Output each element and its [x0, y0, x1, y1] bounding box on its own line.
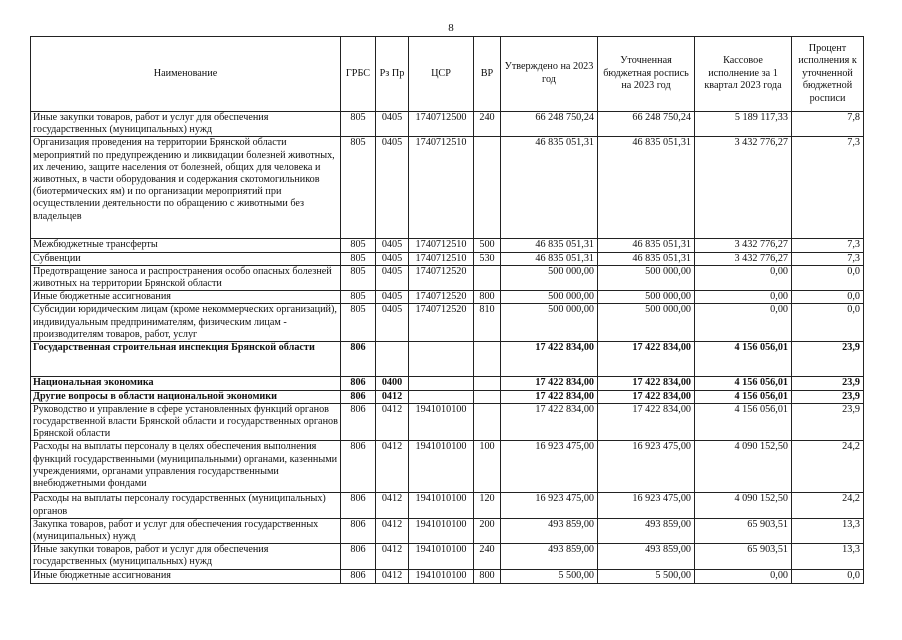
cell-grbs: 805: [341, 239, 376, 252]
table-row: [31, 239, 864, 252]
cell-grbs: 806: [341, 493, 376, 518]
cell-refined: 500 000,00: [598, 265, 695, 290]
cell-vr: 120: [474, 493, 501, 518]
cell-grbs: 806: [341, 518, 376, 543]
cell-refined: 16 923 475,00: [598, 441, 695, 493]
cell-percent: 7,3: [792, 137, 864, 239]
cell-approved: 46 835 051,31: [501, 239, 598, 252]
cell-cash: 4 090 152,50: [695, 441, 792, 493]
header-vr: ВР: [474, 37, 501, 112]
cell-approved: 16 923 475,00: [501, 441, 598, 493]
cell-grbs: 805: [341, 304, 376, 342]
cell-csr: 1740712510: [409, 252, 474, 265]
cell-vr: 800: [474, 291, 501, 304]
table-row: [31, 569, 864, 583]
cell-name: Предотвращение заноса и распространения особо опасных болезней животных на территории Брянской области: [31, 265, 341, 290]
cell-grbs: 805: [341, 291, 376, 304]
cell-name: Закупка товаров, работ и услуг для обеспечения государственных (муниципальных) нужд: [31, 518, 341, 543]
cell-percent: 23,9: [792, 390, 864, 403]
cell-csr: 1740712520: [409, 291, 474, 304]
cell-grbs: 806: [341, 403, 376, 441]
cell-name: Расходы на выплаты персоналу государственных (муниципальных) органов: [31, 493, 341, 518]
table-row: [31, 137, 864, 239]
cell-name: Иные бюджетные ассигнования: [31, 569, 341, 583]
cell-rzpr: 0412: [376, 403, 409, 441]
cell-percent: 7,3: [792, 239, 864, 252]
cell-approved: 46 835 051,31: [501, 252, 598, 265]
cell-csr: 1740712510: [409, 239, 474, 252]
cell-rzpr: 0405: [376, 252, 409, 265]
cell-csr: 1941010100: [409, 544, 474, 569]
table-row: [31, 390, 864, 403]
cell-csr: 1941010100: [409, 441, 474, 493]
cell-approved: 500 000,00: [501, 291, 598, 304]
cell-refined: 17 422 834,00: [598, 403, 695, 441]
cell-rzpr: 0412: [376, 390, 409, 403]
cell-vr: 100: [474, 441, 501, 493]
cell-vr: [474, 265, 501, 290]
cell-csr: 1740712500: [409, 112, 474, 137]
cell-name: Иные закупки товаров, работ и услуг для обеспечения государственных (муниципальных) нужд: [31, 544, 341, 569]
cell-vr: 200: [474, 518, 501, 543]
cell-percent: 0,0: [792, 265, 864, 290]
cell-grbs: 805: [341, 112, 376, 137]
cell-percent: 13,3: [792, 518, 864, 543]
cell-refined: 493 859,00: [598, 518, 695, 543]
cell-cash: 0,00: [695, 569, 792, 583]
cell-rzpr: [376, 342, 409, 377]
header-cash: Кассовое исполнение за 1 квартал 2023 года: [695, 37, 792, 112]
cell-cash: 65 903,51: [695, 544, 792, 569]
table-body: [31, 112, 864, 584]
cell-percent: 0,0: [792, 304, 864, 342]
cell-percent: 7,8: [792, 112, 864, 137]
cell-refined: 46 835 051,31: [598, 239, 695, 252]
cell-approved: 17 422 834,00: [501, 377, 598, 390]
cell-grbs: 806: [341, 441, 376, 493]
cell-cash: 4 156 056,01: [695, 390, 792, 403]
cell-vr: [474, 137, 501, 239]
header-rzpr: Рз Пр: [376, 37, 409, 112]
cell-percent: 13,3: [792, 544, 864, 569]
cell-cash: 3 432 776,27: [695, 239, 792, 252]
cell-refined: 493 859,00: [598, 544, 695, 569]
cell-refined: 17 422 834,00: [598, 377, 695, 390]
cell-grbs: 805: [341, 137, 376, 239]
header-approved: Утверждено на 2023 год: [501, 37, 598, 112]
cell-cash: 3 432 776,27: [695, 137, 792, 239]
header-refined: Уточненная бюджетная роспись на 2023 год: [598, 37, 695, 112]
table-row: [31, 544, 864, 569]
cell-csr: 1941010100: [409, 493, 474, 518]
cell-csr: 1941010100: [409, 569, 474, 583]
table-row: [31, 377, 864, 390]
cell-rzpr: 0405: [376, 239, 409, 252]
cell-refined: 66 248 750,24: [598, 112, 695, 137]
table-row: [31, 493, 864, 518]
cell-csr: 1740712510: [409, 137, 474, 239]
cell-refined: 46 835 051,31: [598, 137, 695, 239]
cell-rzpr: 0405: [376, 137, 409, 239]
cell-name: Организация проведения на территории Брянской области мероприятий по предупреждению и ликвидации болезней животных, их лечению, защите населения от болезней, общих для человека и животных, в части оборудования и содержания скотомогильников (биотермических ям) и по организации мероприятий при осуществлении деятельности по обращению с животными без владельцев: [31, 137, 341, 239]
cell-csr: [409, 377, 474, 390]
cell-csr: 1941010100: [409, 518, 474, 543]
cell-vr: 240: [474, 544, 501, 569]
cell-grbs: 806: [341, 544, 376, 569]
cell-approved: 17 422 834,00: [501, 390, 598, 403]
cell-rzpr: 0412: [376, 569, 409, 583]
cell-name: Другие вопросы в области национальной экономики: [31, 390, 341, 403]
cell-name: Субвенции: [31, 252, 341, 265]
cell-csr: 1740712520: [409, 265, 474, 290]
cell-cash: 5 189 117,33: [695, 112, 792, 137]
cell-vr: [474, 377, 501, 390]
cell-refined: 17 422 834,00: [598, 342, 695, 377]
cell-vr: [474, 403, 501, 441]
cell-rzpr: 0405: [376, 304, 409, 342]
table-row: [31, 304, 864, 342]
cell-vr: 240: [474, 112, 501, 137]
cell-approved: 16 923 475,00: [501, 493, 598, 518]
table-row: [31, 518, 864, 543]
header-percent: Процент исполнения к уточненной бюджетной росписи: [792, 37, 864, 112]
cell-cash: 0,00: [695, 304, 792, 342]
cell-approved: 500 000,00: [501, 304, 598, 342]
cell-name: Государственная строительная инспекция Брянской области: [31, 342, 341, 377]
table-row: [31, 112, 864, 137]
cell-approved: 66 248 750,24: [501, 112, 598, 137]
cell-approved: 17 422 834,00: [501, 403, 598, 441]
table-row: [31, 252, 864, 265]
cell-approved: 46 835 051,31: [501, 137, 598, 239]
cell-cash: 3 432 776,27: [695, 252, 792, 265]
cell-vr: 530: [474, 252, 501, 265]
cell-csr: 1941010100: [409, 403, 474, 441]
cell-cash: 4 156 056,01: [695, 342, 792, 377]
cell-cash: 65 903,51: [695, 518, 792, 543]
cell-rzpr: 0412: [376, 493, 409, 518]
cell-vr: 500: [474, 239, 501, 252]
table-row: [31, 291, 864, 304]
cell-csr: 1740712520: [409, 304, 474, 342]
cell-percent: 24,2: [792, 441, 864, 493]
cell-cash: 0,00: [695, 265, 792, 290]
cell-vr: 800: [474, 569, 501, 583]
cell-grbs: 806: [341, 377, 376, 390]
cell-name: Межбюджетные трансферты: [31, 239, 341, 252]
cell-approved: 493 859,00: [501, 518, 598, 543]
cell-rzpr: 0412: [376, 544, 409, 569]
cell-rzpr: 0405: [376, 112, 409, 137]
cell-rzpr: 0400: [376, 377, 409, 390]
cell-cash: 4 156 056,01: [695, 377, 792, 390]
cell-name: Иные бюджетные ассигнования: [31, 291, 341, 304]
cell-grbs: 805: [341, 265, 376, 290]
cell-approved: 493 859,00: [501, 544, 598, 569]
cell-approved: 17 422 834,00: [501, 342, 598, 377]
cell-refined: 16 923 475,00: [598, 493, 695, 518]
cell-refined: 17 422 834,00: [598, 390, 695, 403]
cell-vr: 810: [474, 304, 501, 342]
cell-percent: 24,2: [792, 493, 864, 518]
cell-name: Руководство и управление в сфере установленных функций органов государственной власти Брянской области и государственных органов Брянской области: [31, 403, 341, 441]
cell-refined: 46 835 051,31: [598, 252, 695, 265]
cell-grbs: 805: [341, 252, 376, 265]
header-row: [31, 37, 864, 112]
cell-vr: [474, 342, 501, 377]
cell-name: Иные закупки товаров, работ и услуг для обеспечения государственных (муниципальных) нужд: [31, 112, 341, 137]
cell-cash: 4 090 152,50: [695, 493, 792, 518]
table-row: [31, 441, 864, 493]
cell-percent: 0,0: [792, 569, 864, 583]
table-row: [31, 342, 864, 377]
header-name: Наименование: [31, 37, 341, 112]
budget-table: [30, 36, 864, 584]
cell-name: Национальная экономика: [31, 377, 341, 390]
table-row: [31, 265, 864, 290]
cell-csr: [409, 390, 474, 403]
cell-rzpr: 0405: [376, 265, 409, 290]
cell-refined: 500 000,00: [598, 304, 695, 342]
cell-rzpr: 0405: [376, 291, 409, 304]
cell-refined: 5 500,00: [598, 569, 695, 583]
cell-percent: 7,3: [792, 252, 864, 265]
cell-name: Расходы на выплаты персоналу в целях обеспечения выполнения функций государственными (муниципальными) органами, казенными учреждениями, органами управления государственными внебюджетными фондами: [31, 441, 341, 493]
cell-cash: 4 156 056,01: [695, 403, 792, 441]
cell-grbs: 806: [341, 569, 376, 583]
page-number: 8: [448, 22, 454, 34]
cell-approved: 500 000,00: [501, 265, 598, 290]
cell-cash: 0,00: [695, 291, 792, 304]
table-row: [31, 403, 864, 441]
cell-rzpr: 0412: [376, 518, 409, 543]
cell-refined: 500 000,00: [598, 291, 695, 304]
cell-grbs: 806: [341, 390, 376, 403]
header-csr: ЦСР: [409, 37, 474, 112]
cell-percent: 23,9: [792, 342, 864, 377]
cell-grbs: 806: [341, 342, 376, 377]
cell-approved: 5 500,00: [501, 569, 598, 583]
cell-percent: 23,9: [792, 377, 864, 390]
cell-vr: [474, 390, 501, 403]
cell-percent: 0,0: [792, 291, 864, 304]
cell-name: Субсидии юридическим лицам (кроме некоммерческих организаций), индивидуальным предпринимателям, физическим лицам - производителям товаров, работ, услуг: [31, 304, 341, 342]
cell-rzpr: 0412: [376, 441, 409, 493]
cell-csr: [409, 342, 474, 377]
cell-percent: 23,9: [792, 403, 864, 441]
header-grbs: ГРБС: [341, 37, 376, 112]
